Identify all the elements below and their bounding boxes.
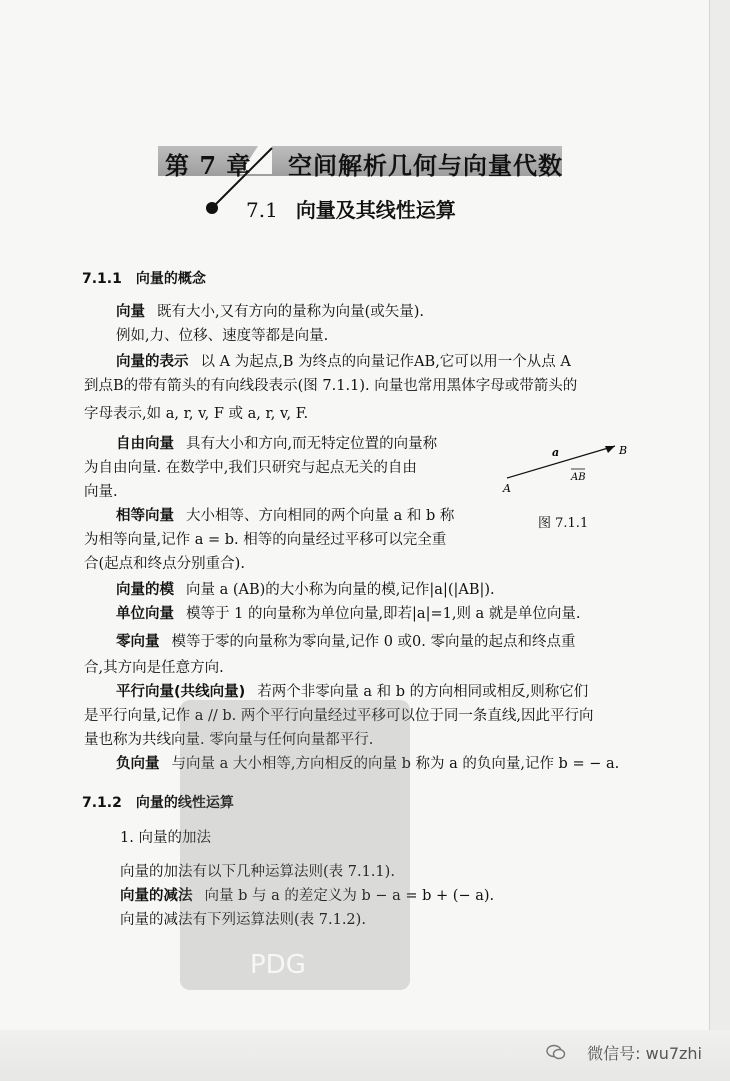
term-negative: 负向量 — [116, 756, 160, 772]
section-heading — [246, 194, 456, 223]
paragraph-vector — [116, 300, 424, 324]
wechat-icon — [546, 1042, 566, 1062]
term-vector: 向量 — [116, 304, 145, 320]
paragraph-repr-line1 — [116, 350, 571, 374]
term-free: 自由向量 — [116, 436, 174, 452]
term-modulus: 向量的模 — [116, 582, 174, 598]
paragraph-repr-line2: 到点B的带有箭头的有向线段表示(图 7.1.1). 向量也常用黑体字母或带箭头的 — [84, 378, 578, 394]
footer-wechat-id: 微信号: wu7zhi — [587, 1044, 702, 1063]
figure-label-ab: AB — [571, 472, 586, 483]
paragraph-add: 向量的加法有以下几种运算法则(表 7.1.1). — [120, 864, 395, 880]
paragraph-parallel-line3: 量也称为共线向量. 零向量与任何向量都平行. — [84, 732, 374, 748]
paragraph-parallel-line2: 是平行向量,记作 a // b. 两个平行向量经过平移可以位于同一条直线,因此平行向 — [84, 708, 594, 724]
paragraph-examples: 例如,力、位移、速度等都是向量. — [116, 328, 329, 344]
term-unit: 单位向量 — [116, 606, 174, 622]
figure-caption: 图 7.1.1 — [538, 516, 589, 531]
figure-label-b: B — [619, 444, 628, 457]
paragraph-modulus — [116, 578, 495, 602]
subsection-title: 向量的线性运算 — [135, 795, 234, 811]
watermark-block — [180, 700, 410, 990]
section-title: 向量及其线性运算 — [295, 198, 456, 222]
text-vector-def: 既有大小,又有方向的量称为向量(或矢量). — [157, 304, 425, 320]
paragraph-zero-line1 — [116, 630, 576, 654]
paragraph-equal-line1 — [116, 504, 454, 528]
page-edge — [709, 0, 730, 1081]
subsection-number: 7.1.2 — [82, 795, 122, 811]
text-unit-def: 模等于 1 的向量称为单位向量,即若|a|=1,则 a 就是单位向量. — [186, 606, 581, 622]
paragraph-free-line2: 为自由向量. 在数学中,我们只研究与起点无关的自由 — [84, 460, 417, 476]
paragraph-subtraction-rules: 向量的减法有下列运算法则(表 7.1.2). — [120, 912, 366, 928]
term-parallel: 平行向量(共线向量) — [116, 684, 246, 700]
figure-label-start: A — [503, 482, 511, 495]
term-subtraction: 向量的减法 — [120, 888, 193, 904]
figure-label-a: a — [552, 446, 560, 459]
subsection-number: 7.1.1 — [82, 271, 122, 287]
subsection-heading — [82, 268, 206, 288]
text-equal-line1: 大小相等、方向相同的两个向量 a 和 b 称 — [186, 508, 455, 524]
arrowhead-icon — [605, 446, 615, 453]
term-equal: 相等向量 — [116, 508, 174, 524]
subsection-title: 向量的概念 — [135, 271, 206, 287]
paragraph-add-heading: 1. 向量的加法 — [120, 830, 211, 846]
text-parallel-line1: 若两个非零向量 a 和 b 的方向相同或相反,则称它们 — [257, 684, 589, 700]
paragraph-equal-line2: 为相等向量,记作 a = b. 相等的向量经过平移可以完全重 — [84, 532, 447, 548]
term-repr: 向量的表示 — [116, 354, 189, 370]
text-negative-def: 与向量 a 大小相等,方向相反的向量 b 称为 a 的负向量,记作 b = − a. — [171, 756, 620, 772]
text-free-line1: 具有大小和方向,而无特定位置的向量称 — [186, 436, 438, 452]
vector-arrow-line — [507, 446, 615, 478]
chapter-label: 第 7 章 — [165, 151, 252, 180]
paragraph-unit — [116, 602, 580, 626]
paragraph-free-line3: 向量. — [84, 484, 118, 500]
text-modulus-def: 向量 a (AB)的大小称为向量的模,记作|a|(|AB|). — [186, 582, 495, 598]
chapter-title: 空间解析几何与向量代数 — [288, 151, 563, 180]
paragraph-repr-line3: 字母表示,如 a, r, v, F 或 a, r, v, F. — [84, 406, 309, 422]
paragraph-equal-line3: 合(起点和终点分别重合). — [84, 556, 245, 572]
text-zero-line1: 模等于零的向量称为零向量,记作 0 或0. 零向量的起点和终点重 — [171, 634, 576, 650]
section-number: 7.1 — [246, 198, 278, 222]
paragraph-free-line1 — [116, 432, 437, 456]
text-repr-line1: 以 A 为起点,B 为终点的向量记作AB,它可以用一个从点 A — [200, 354, 571, 370]
term-zero: 零向量 — [116, 634, 160, 650]
text-subtraction-def: 向量 b 与 a 的差定义为 b − a = b + (− a). — [204, 888, 495, 904]
watermark-text: PDG — [250, 950, 306, 980]
paragraph-zero-line2: 合,其方向是任意方向. — [84, 660, 224, 676]
